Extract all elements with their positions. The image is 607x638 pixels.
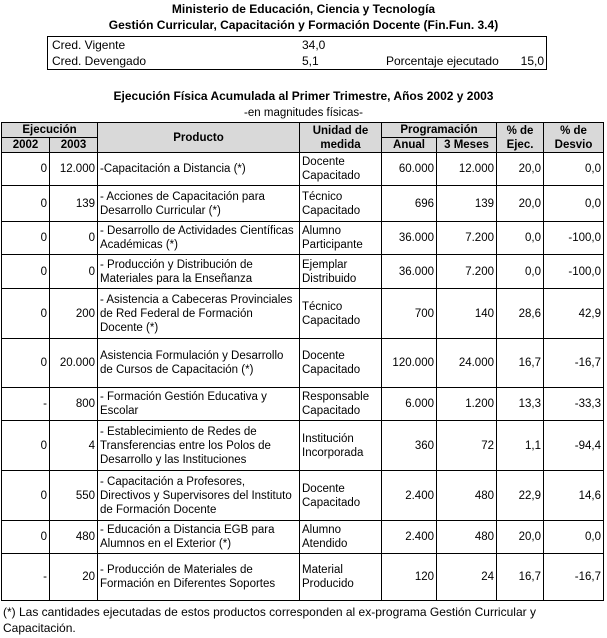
cell-3-meses: 24.000 xyxy=(437,339,497,388)
table-row xyxy=(2,186,604,222)
cell-pct-ejec: 20,0 xyxy=(497,186,544,222)
cell-producto: - Acciones de Capacitación para Desarrollo Curricular (*) xyxy=(98,186,300,222)
cell-anual: 2.400 xyxy=(382,471,437,521)
cell-3-meses: 12.000 xyxy=(437,153,497,186)
col-ejecucion: Ejecución xyxy=(2,123,98,138)
cell-anual: 36.000 xyxy=(382,255,437,289)
credits-box xyxy=(47,36,547,70)
ministry-title: Ministerio de Educación, Ciencia y Tecnología xyxy=(171,2,436,16)
cell-pct-ejec: 1,1 xyxy=(497,421,544,471)
cell-pct-desvio: 42,9 xyxy=(544,289,604,339)
cell-anual: 60.000 xyxy=(382,153,437,186)
cell-2002: 0 xyxy=(2,471,50,521)
pct-ejecutado-value: 15,0 xyxy=(520,54,544,68)
cell-2002: - xyxy=(2,388,50,421)
cell-unidad: Material Producido xyxy=(300,554,382,601)
cell-anual: 120.000 xyxy=(382,339,437,388)
pct-ejecutado-label: Porcentaje ejecutado xyxy=(386,54,499,68)
cell-2003: 480 xyxy=(50,521,98,554)
cell-2003: 800 xyxy=(50,388,98,421)
cell-pct-desvio: -100,0 xyxy=(544,222,604,255)
cell-3-meses: 480 xyxy=(437,471,497,521)
table-row xyxy=(2,289,604,339)
cell-pct-desvio: -16,7 xyxy=(544,554,604,601)
cell-2002: 0 xyxy=(2,339,50,388)
cell-anual: 36.000 xyxy=(382,222,437,255)
cell-3-meses: 24 xyxy=(437,554,497,601)
cell-unidad: Responsable Capacitado xyxy=(300,388,382,421)
table-row xyxy=(2,153,604,186)
cell-pct-desvio: -33,3 xyxy=(544,388,604,421)
cell-2003: 0 xyxy=(50,255,98,289)
table-row xyxy=(2,471,604,521)
cell-3-meses: 7.200 xyxy=(437,255,497,289)
cell-unidad: Técnico Capacitado xyxy=(300,186,382,222)
cell-2002: 0 xyxy=(2,521,50,554)
cell-2003: 0 xyxy=(50,222,98,255)
cell-pct-desvio: 0,0 xyxy=(544,521,604,554)
table-row xyxy=(2,222,604,255)
cell-anual: 2.400 xyxy=(382,521,437,554)
program-title: Gestión Curricular, Capacitación y Formación Docente (Fin.Fun. 3.4) xyxy=(108,18,499,32)
cell-producto: - Educación a Distancia EGB para Alumnos en el Exterior (*) xyxy=(98,521,300,554)
cell-unidad: Alumno Atendido xyxy=(300,521,382,554)
cred-vigente-value: 34,0 xyxy=(302,38,326,52)
cell-producto: Asistencia Formulación y Desarrollo de Cursos de Capacitación (*) xyxy=(98,339,300,388)
cell-anual: 120 xyxy=(382,554,437,601)
cell-anual: 6.000 xyxy=(382,388,437,421)
cell-producto: - Capacitación a Profesores, Directivos y Supervisores del Instituto de Formación Docente xyxy=(98,471,300,521)
cell-2003: 139 xyxy=(50,186,98,222)
cell-2002: 0 xyxy=(2,153,50,186)
cell-unidad: Docente Capacitado xyxy=(300,153,382,186)
cell-pct-ejec: 20,0 xyxy=(497,521,544,554)
cell-2003: 550 xyxy=(50,471,98,521)
cell-3-meses: 72 xyxy=(437,421,497,471)
col-anual: Anual xyxy=(382,138,437,153)
cell-3-meses: 140 xyxy=(437,289,497,339)
cred-vigente-label: Cred. Vigente xyxy=(52,38,126,52)
cell-pct-ejec: 0,0 xyxy=(497,222,544,255)
cell-2002: 0 xyxy=(2,289,50,339)
col-3-meses: 3 Meses xyxy=(437,138,497,153)
cell-2002: 0 xyxy=(2,186,50,222)
cell-unidad: Docente Capacitado xyxy=(300,471,382,521)
cell-producto: - Producción y Distribución de Materiales para la Enseñanza xyxy=(98,255,300,289)
cell-unidad: Técnico Capacitado xyxy=(300,289,382,339)
cell-producto: -Capacitación a Distancia (*) xyxy=(98,153,300,186)
cell-pct-desvio: 0,0 xyxy=(544,186,604,222)
cell-pct-ejec: 20,0 xyxy=(497,153,544,186)
col-unidad: Unidad de medida xyxy=(300,123,382,153)
cell-anual: 360 xyxy=(382,421,437,471)
cell-2002: 0 xyxy=(2,421,50,471)
cell-2003: 20 xyxy=(50,554,98,601)
cell-pct-desvio: -94,4 xyxy=(544,421,604,471)
table-row xyxy=(2,388,604,421)
cell-unidad: Ejemplar Distribuido xyxy=(300,255,382,289)
cell-producto: - Establecimiento de Redes de Transferencias entre los Polos de Desarrollo y las Instituciones xyxy=(98,421,300,471)
cell-3-meses: 1.200 xyxy=(437,388,497,421)
cell-unidad: Docente Capacitado xyxy=(300,339,382,388)
table-subtitle: -en magnitudes físicas- xyxy=(244,107,363,119)
cell-pct-ejec: 16,7 xyxy=(497,339,544,388)
cell-producto: - Asistencia a Cabeceras Provinciales de Red Federal de Formación Docente (*) xyxy=(98,289,300,339)
cell-pct-desvio: 14,6 xyxy=(544,471,604,521)
cell-producto: - Desarrollo de Actividades Científicas Académicas (*) xyxy=(98,222,300,255)
col-pct-desvio: % de Desvio xyxy=(544,123,604,153)
cell-unidad: Institución Incorporada xyxy=(300,421,382,471)
execution-table xyxy=(1,122,604,601)
table-title: Ejecución Física Acumulada al Primer Trimestre, Años 2002 y 2003 xyxy=(113,89,494,103)
cell-2003: 12.000 xyxy=(50,153,98,186)
cell-unidad: Alumno Participante xyxy=(300,222,382,255)
cell-anual: 700 xyxy=(382,289,437,339)
cell-2002: 0 xyxy=(2,222,50,255)
table-row xyxy=(2,421,604,471)
col-pct-ejec: % de Ejec. xyxy=(497,123,544,153)
table-row xyxy=(2,521,604,554)
cell-2003: 20.000 xyxy=(50,339,98,388)
col-2002: 2002 xyxy=(2,138,50,153)
footnote: (*) Las cantidades ejecutadas de estos productos corresponden al ex-programa Gestión Curricular y Capacitación. xyxy=(3,605,536,635)
col-producto: Producto xyxy=(98,123,300,153)
cell-pct-ejec: 0,0 xyxy=(497,255,544,289)
cell-pct-ejec: 28,6 xyxy=(497,289,544,339)
cell-2003: 200 xyxy=(50,289,98,339)
col-programacion: Programación xyxy=(382,123,497,138)
cell-2002: - xyxy=(2,554,50,601)
cell-3-meses: 139 xyxy=(437,186,497,222)
table-row xyxy=(2,255,604,289)
cell-3-meses: 480 xyxy=(437,521,497,554)
cell-pct-desvio: 0,0 xyxy=(544,153,604,186)
cell-pct-ejec: 13,3 xyxy=(497,388,544,421)
cell-pct-desvio: -100,0 xyxy=(544,255,604,289)
cell-pct-ejec: 16,7 xyxy=(497,554,544,601)
cell-producto: - Formación Gestión Educativa y Escolar xyxy=(98,388,300,421)
cell-pct-ejec: 22,9 xyxy=(497,471,544,521)
cell-2003: 4 xyxy=(50,421,98,471)
cred-devengado-value: 5,1 xyxy=(302,54,319,68)
cred-devengado-label: Cred. Devengado xyxy=(52,54,147,68)
cell-anual: 696 xyxy=(382,186,437,222)
col-2003: 2003 xyxy=(50,138,98,153)
table-row xyxy=(2,554,604,601)
table-row xyxy=(2,339,604,388)
table-body xyxy=(2,153,604,601)
cell-3-meses: 7.200 xyxy=(437,222,497,255)
cell-pct-desvio: -16,7 xyxy=(544,339,604,388)
cell-2002: 0 xyxy=(2,255,50,289)
cell-producto: - Producción de Materiales de Formación en Diferentes Soportes xyxy=(98,554,300,601)
